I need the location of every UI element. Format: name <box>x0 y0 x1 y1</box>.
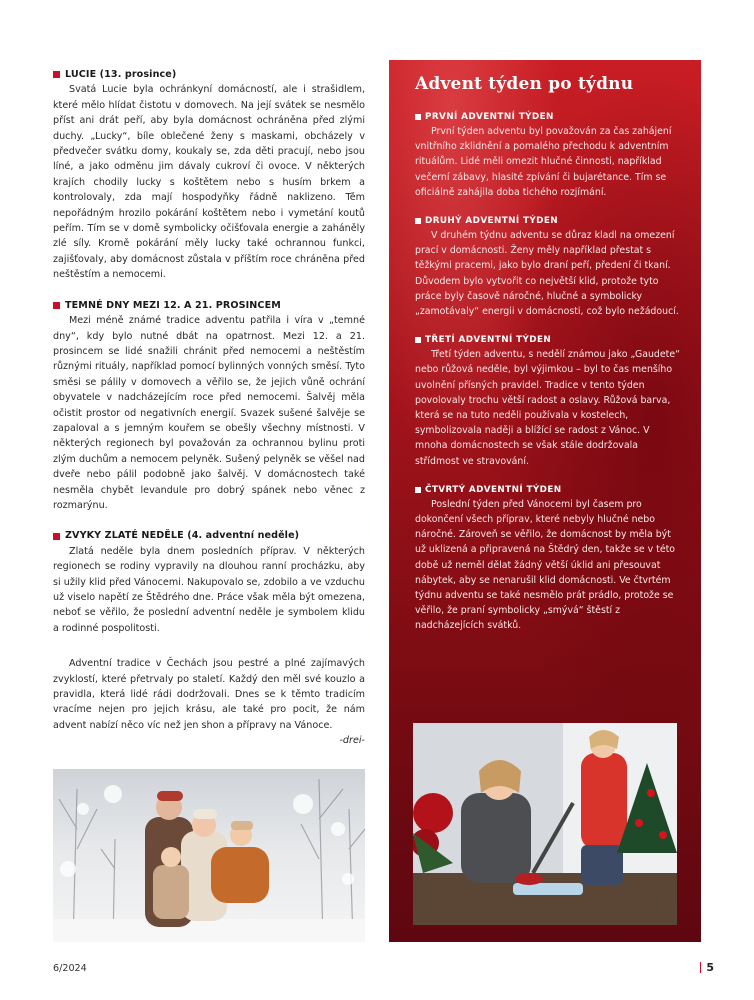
week-body: V druhém týdnu adventu se důraz kladl na omezení prací v domácnosti. Ženy měly například přestat s těžkými pracemi, jako bylo draní peří, předení či tkaní. Důvodem bylo vytvořit co největší klid, protože tyto práce byly časově náročné, hlučné a symbolicky „zamotávaly“ energii v domácnosti, což bylo nežádoucí. <box>415 230 679 318</box>
week-heading-text: PRVNÍ ADVENTNÍ TÝDEN <box>425 112 554 122</box>
section-heading-text: LUCIE (13. prosince) <box>65 69 177 80</box>
week-heading-text: ČTVRTÝ ADVENTNÍ TÝDEN <box>425 484 562 495</box>
section-heading <box>53 298 365 313</box>
week-fourth <box>415 485 683 634</box>
section-heading <box>53 528 365 543</box>
page-number-divider <box>700 962 702 973</box>
section-lucie <box>53 67 365 283</box>
page-number-block <box>700 961 714 974</box>
bullet-square-icon <box>415 337 421 343</box>
family-winter-photo <box>53 769 365 942</box>
cleaning-photo <box>413 723 677 925</box>
sidebar-content <box>415 74 683 650</box>
week-heading <box>415 335 683 345</box>
cleaning-illustration <box>413 723 677 925</box>
week-heading <box>415 112 683 122</box>
author-signature: -drei- <box>339 735 365 747</box>
bullet-square-icon <box>415 487 421 493</box>
section-body: Svatá Lucie byla ochránkyní domácností, ale i strašidlem, které mělo hlídat čistotu v domovech. Na její svátek se nesmělo příst ani drát peří, aby byla domácnost ochráněna před zlými duchy. „Lucky“, bíle oblečené ženy s maskami, obcházely v předvečer svátku domy, koukaly se, zda děti pracují, nebo jsou líné, a jako odměnu jim dávaly cukroví či ovoce. V některých krajích chodily lucky s koštětem nebo s husím brkem a kontrolovaly, zda mají hospodyňky řádně naklizeno. Těm nepořádným hrozilo pokárání koštětem nebo i vymetání koutů peřím. Tím se v domě symbolicky očišťovala energie a zaháněly zlé síly. Kromě pokárání měly lucky také ochrannou funkci, zajišťovaly, aby domácnost zůstala v příštím roce chráněna před neštěstím a nemocemi. <box>53 84 365 281</box>
week-third <box>415 335 683 469</box>
bullet-square-icon <box>53 302 60 309</box>
closing-paragraph <box>53 656 365 747</box>
section-temne-dny <box>53 298 365 514</box>
week-heading <box>415 216 683 226</box>
section-heading <box>53 67 365 82</box>
week-heading-text: TŘETÍ ADVENTNÍ TÝDEN <box>425 335 552 346</box>
article-column <box>53 67 365 749</box>
family-winter-illustration <box>53 769 365 942</box>
page-number: 5 <box>706 961 714 974</box>
bullet-square-icon <box>415 218 421 224</box>
bullet-square-icon <box>53 533 60 540</box>
section-heading-text: TEMNÉ DNY MEZI 12. A 21. PROSINCEM <box>65 299 281 311</box>
week-heading <box>415 485 683 495</box>
section-heading-text: ZVYKY ZLATÉ NEDĚLE (4. adventní neděle) <box>65 530 300 542</box>
bullet-square-icon <box>415 114 421 120</box>
sidebar-title: Advent týden po týdnu <box>415 74 634 94</box>
bullet-square-icon <box>53 71 60 78</box>
week-body: Třetí týden adventu, s nedělí známou jako „Gaudete“ nebo růžová neděle, byl výjimkou – byl to čas menšího uvolnění přísných pravidel. Tradice v tento týden povolovaly trochu větší radost a oslavy. Růžová barva, která se na tuto neděli používala v kostelech, symbolizovala naději a blížící se radost z Vánoc. V mnoha domácnostech se však stále dodržovala střídmost ve stravování. <box>415 349 680 467</box>
week-body: První týden adventu byl považován za čas zahájení vnitřního zklidnění a pomalého přechodu k adventním rituálům. Lidé měli omezit hlučné činnosti, například večerní zábavy, hlasité zpívání či bujarétance. Tím se oficiálně zahájila doba tichého rozjímání. <box>415 126 672 198</box>
week-heading-text: DRUHÝ ADVENTNÍ TÝDEN <box>425 216 559 227</box>
week-second <box>415 216 683 319</box>
section-zlata-nedele <box>53 528 365 636</box>
section-body: Mezi méně známé tradice adventu patřila i víra v „temné dny“, kdy bylo nutné dbát na opatrnost. Mezi 12. a 21. prosincem se lidé snažili chránit před nemocemi a neštěstím různými rituály, například pomocí bylinných vonných směsí. Tyto směsi se pálily v domovech a věřilo se, že jejich vůně ochrání obyvatele v nadcházejícím roce před nemocemi. Šalvěj měla očistit prostor od negativních energií. Svazek sušené šalvěje se zapaloval a s jemným kouřem se obešly všechny místnosti. V některých regionech byl považován za ochrannou bylinu proti zlým duchům a nemocem pelyněk. Sušený pelyněk se věšel nad dveře nebo pálil podobně jako šalvěj. V domácnostech také nesměla chybět levandule pro dobrý spánek nebo věnec z rozmarýnu. <box>53 315 365 511</box>
week-first <box>415 112 683 200</box>
week-body: Poslední týden před Vánocemi byl časem pro dokončení všech příprav, které nebyly hlučné nebo náročné. Zároveň se věřilo, že domácnost by měla být už uklizená a připravená na Štědrý den, takže se v této době už neměl dělat žádný větší úklid ani přesouvat nábytek, aby se nenarušil klid domácnosti. Ve čtvrtém týdnu adventu se také nesmělo prát prádlo, protože se věřilo, že praní symbolicky „smývá“ štěstí z nadcházejících svátků. <box>415 498 675 632</box>
section-body: Zlatá neděle byla dnem posledních příprav. V některých regionech se rodiny vypravily na dlouhou ranní procházku, aby si užily klid před Vánocemi. Nakupovalo se, zdobilo a ve vzduchu už viselo napětí ze Štědrého dne. Práce však měla být omezena, neboť se věřilo, že poslední adventní neděle je symbolem klidu a rodinné pospolitosti. <box>53 545 365 634</box>
closing-text: Adventní tradice v Čechách jsou pestré a plné zajímavých zvyklostí, které přetrvaly po staletí. Každý den měl své kouzlo a pravidla, která lidé rádi dodržovali. Dnes se k těmto tradicím vracíme nejen pro jejich krásu, ale také pro pocit, že nám advent nabízí něco víc než jen shon a přípravy na Vánoce. <box>53 658 365 731</box>
issue-number: 6/2024 <box>53 963 87 974</box>
